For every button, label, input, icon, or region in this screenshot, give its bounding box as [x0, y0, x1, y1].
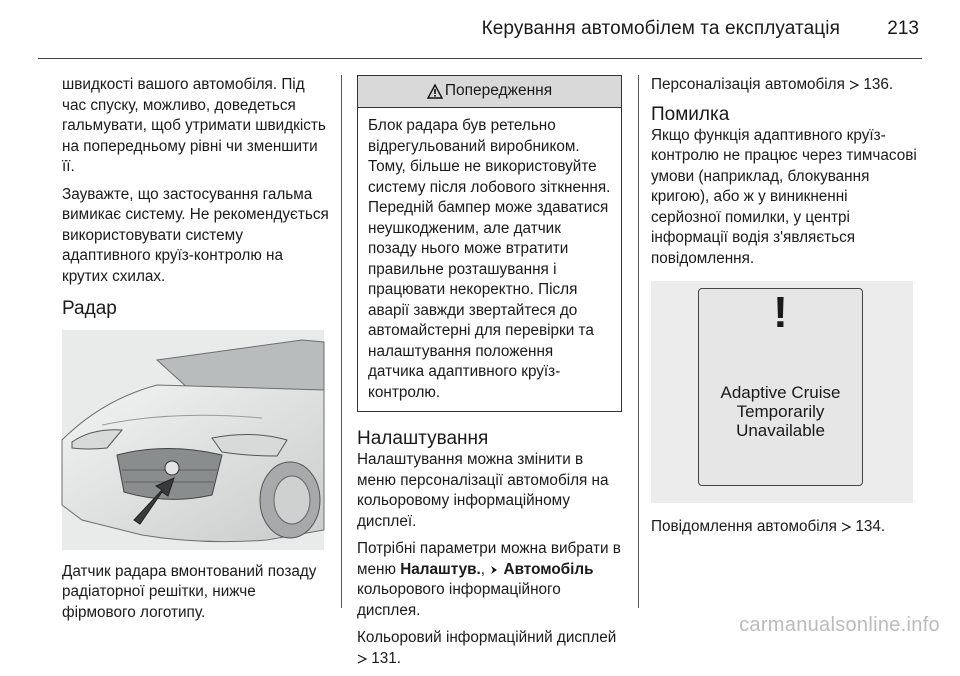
page-ref[interactable]: 134.: [855, 518, 886, 535]
page-ref-icon: [357, 654, 367, 664]
dic-message-text: [699, 383, 862, 440]
warning-text: Блок радара був ретельно відрегульований виробником. Тому, більше не використовуйте систему після лобового зіткнення. Передній бампер може здаватися неушкодженим, але датчик позаду нього може втратити правильне розташування і працювати некоректно. Після аварії завжди звертайтеся до автомайстерні для перевірки та налаштування положення датчика адаптивного круїз-контролю.: [368, 117, 611, 401]
settings-text-3: [357, 628, 625, 669]
page-ref[interactable]: 136.: [863, 76, 894, 93]
error-text: Якщо функція адаптивного круїз-контролю не працює через тимчасові умови (наприклад, блокування кригою), або ж у виникненні серйозної помилки, у центрі інформації водія з'являється повідомлення.: [651, 126, 917, 267]
page-ref-icon: [849, 80, 859, 90]
warning-header: [358, 76, 621, 108]
settings-heading: Налаштування: [357, 428, 489, 449]
settings-text-2-pre: Потрібні параметри можна вибрати в меню: [357, 540, 621, 578]
error-heading: Помилка: [651, 103, 730, 125]
radar-heading: Радар: [62, 298, 117, 319]
column-2: [357, 75, 625, 676]
page-number: 213: [887, 18, 919, 39]
settings-text-3-main: Кольоровий інформаційний дисплей: [357, 629, 617, 646]
column-3: [651, 75, 921, 545]
column-1: [62, 75, 332, 630]
brake-note-text: Зауважте, що застосування гальма вимикає систему. Не рекомендується використовувати систему адаптивного круїз-контролю на крутих схилах.: [62, 185, 329, 285]
exclamation-icon: !: [773, 288, 788, 337]
settings-text-1: Налаштування можна змінити в меню персоналізації автомобіля на кольоровому інформаційному дисплеї.: [357, 451, 609, 530]
warning-triangle-icon: [427, 84, 443, 99]
column-divider-left: [341, 75, 342, 608]
car-front-icon: [62, 330, 324, 550]
personalization-label: Персоналізація автомобіля: [651, 76, 845, 93]
radar-car-illustration: [62, 330, 324, 550]
warning-title: Попередження: [444, 82, 553, 100]
warning-box: [357, 75, 622, 412]
header-rule: [38, 58, 922, 59]
cruise-slope-text: швидкості вашого автомобіля. Під час спуску, можливо, доведеться гальмувати, щоб утримати швидкість на попередньому рівні чи зменшити її.: [62, 76, 326, 175]
page-ref-icon: [841, 522, 851, 532]
page-ref[interactable]: 131.: [371, 649, 402, 667]
menu-vehicle-label: Автомобіль: [503, 560, 594, 578]
settings-text-2-post: кольорового інформаційного дисплея.: [357, 581, 561, 619]
radar-caption: Датчик радара вмонтований позаду радіаторної решітки, нижче фірмового логотипу.: [62, 562, 317, 621]
menu-arrow-icon: [489, 565, 499, 575]
vehicle-messages-ref-text: [651, 517, 921, 538]
personalization-ref-text: [651, 75, 921, 96]
dic-line-3: Unavailable: [736, 421, 825, 440]
header-title: Керування автомобілем та експлуатація: [481, 18, 840, 39]
settings-text-2: [357, 539, 625, 621]
page-header: [0, 0, 960, 50]
dic-display: [698, 288, 863, 486]
column-divider-right: [638, 75, 639, 608]
dic-message-illustration: [651, 281, 913, 503]
watermark: carmanualsonline.info: [739, 614, 940, 636]
menu-separator: ,: [480, 560, 490, 578]
vehicle-messages-label: Повідомлення автомобіля: [651, 518, 837, 535]
dic-line-1: Adaptive Cruise: [720, 383, 841, 402]
dic-line-2: Temporarily: [736, 402, 825, 421]
menu-settings-label: Налаштув.: [400, 560, 481, 578]
